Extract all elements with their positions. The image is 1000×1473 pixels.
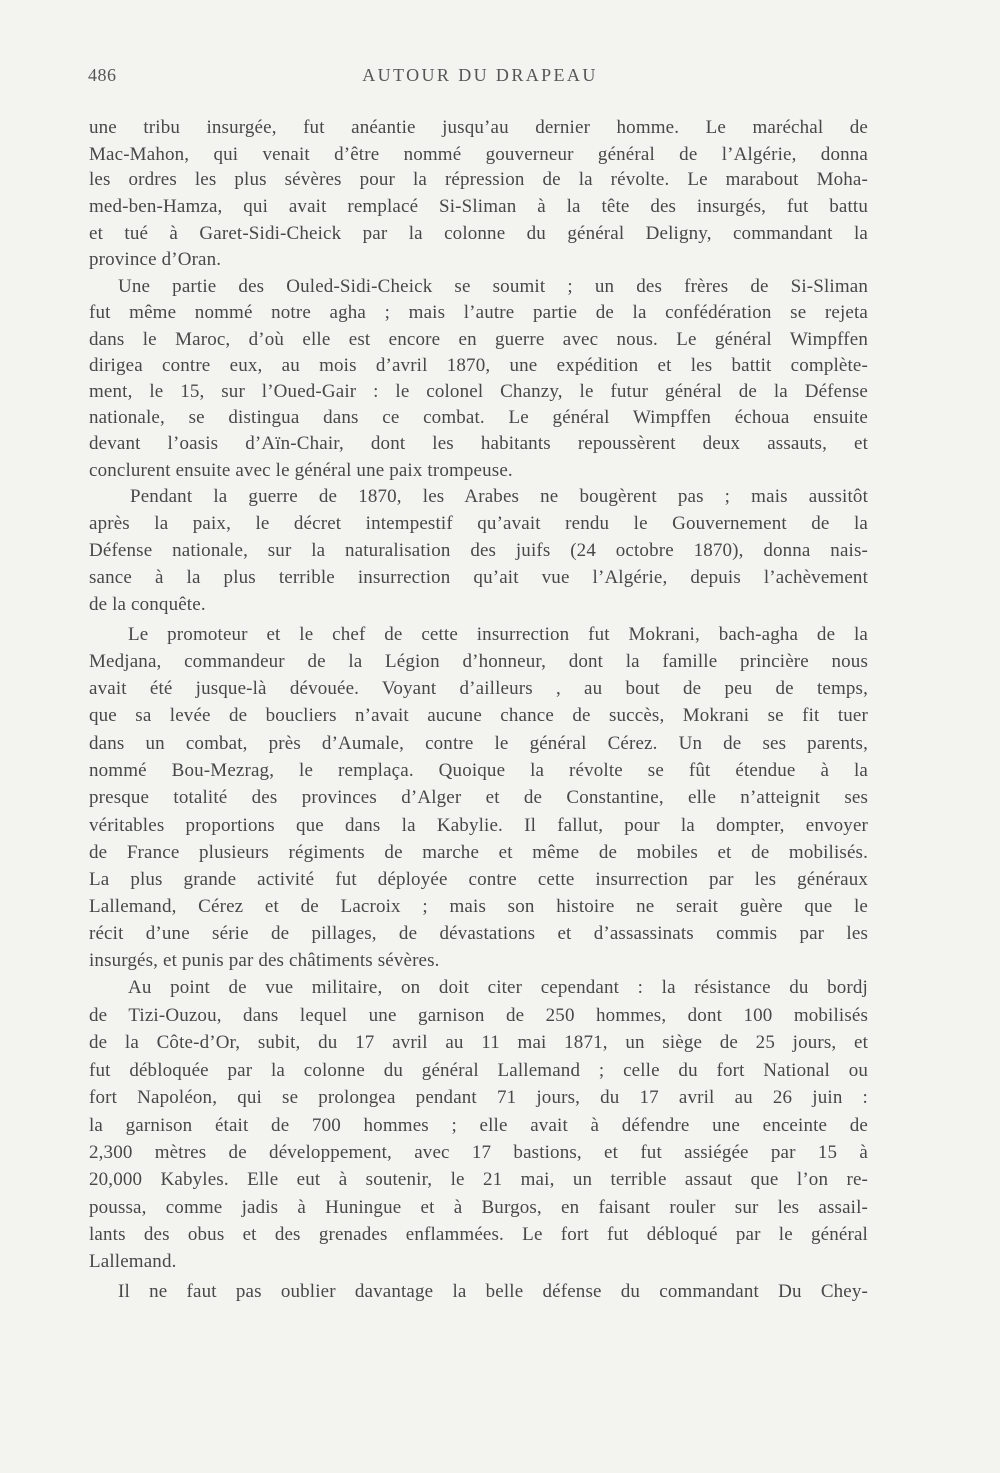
running-title: AUTOUR DU DRAPEAU bbox=[362, 65, 598, 85]
text-line: fort Napoléon, qui se prolongea pendant 71 jours, du 17 avril au 26 juin : bbox=[89, 1087, 868, 1108]
text-line: sance à la plus terrible insurrection qu’ait vue l’Algérie, depuis l’achèvement bbox=[89, 567, 868, 588]
text-line: med-ben-Hamza, qui avait remplacé Si-Sliman à la tête des insurgés, fut battu bbox=[89, 196, 868, 217]
text-line: Au point de vue militaire, on doit citer cependant : la résistance du bordj bbox=[128, 977, 868, 998]
text-line: Medjana, commandeur de la Légion d’honneur, dont la famille princière nous bbox=[89, 651, 868, 672]
text-line: les ordres les plus sévères pour la répression de la révolte. Le marabout Moha- bbox=[89, 169, 868, 190]
text-line: Mac-Mahon, qui venait d’être nommé gouverneur général de l’Algérie, donna bbox=[89, 144, 868, 165]
text-line: la garnison était de 700 hommes ; elle avait à défendre une enceinte de bbox=[89, 1115, 868, 1136]
text-line: Le promoteur et le chef de cette insurrection fut Mokrani, bach-agha de la bbox=[128, 624, 868, 645]
text-line: nommé Bou-Mezrag, le remplaça. Quoique la révolte se fût étendue à la bbox=[89, 760, 868, 781]
text-line: 20,000 Kabyles. Elle eut à soutenir, le 21 mai, un terrible assaut que l’on re- bbox=[89, 1169, 868, 1190]
text-line: après la paix, le décret intempestif qu’avait rendu le Gouvernement de la bbox=[89, 513, 868, 534]
text-line: et tué à Garet-Sidi-Cheick par la colonne du général Deligny, commandant la bbox=[89, 223, 868, 244]
text-line: lants des obus et des grenades enflammées. Le fort fut débloqué par le général bbox=[89, 1224, 868, 1245]
page-number: 486 bbox=[88, 65, 117, 85]
text-line: fut débloquée par la colonne du général Lallemand ; celle du fort National ou bbox=[89, 1060, 868, 1081]
text-line: Pendant la guerre de 1870, les Arabes ne bougèrent pas ; mais aussitôt bbox=[130, 486, 868, 507]
text-line: devant l’oasis d’Aïn-Chair, dont les habitants repoussèrent deux assauts, et bbox=[89, 433, 868, 454]
text-line: presque totalité des provinces d’Alger et de Constantine, elle n’atteignit ses bbox=[89, 787, 868, 808]
text-line: Défense nationale, sur la naturalisation des juifs (24 octobre 1870), donna nais- bbox=[89, 540, 868, 561]
text-line: de la Côte-d’Or, subit, du 17 avril au 11 mai 1871, un siège de 25 jours, et bbox=[89, 1032, 868, 1053]
text-line: véritables proportions que dans la Kabylie. Il fallut, pour la dompter, envoyer bbox=[89, 815, 868, 836]
text-line: Lallemand. bbox=[89, 1251, 177, 1272]
text-line: Lallemand, Cérez et de Lacroix ; mais son histoire ne serait guère que le bbox=[89, 896, 868, 917]
text-line: Il ne faut pas oublier davantage la belle défense du commandant Du Chey- bbox=[118, 1281, 868, 1302]
text-line: Une partie des Ouled-Sidi-Cheick se soumit ; un des frères de Si-Sliman bbox=[118, 276, 868, 297]
text-line: 2,300 mètres de développement, avec 17 bastions, et fut assiégée par 15 à bbox=[89, 1142, 868, 1163]
text-line: dirigea contre eux, au mois d’avril 1870, une expédition et les battit complète- bbox=[89, 355, 868, 376]
text-line: avait été jusque-là dévouée. Voyant d’ailleurs , au bout de peu de temps, bbox=[89, 678, 868, 699]
text-line: de France plusieurs régiments de marche et même de mobiles et de mobilisés. bbox=[89, 842, 868, 863]
text-line: dans le Maroc, d’où elle est encore en guerre avec nous. Le général Wimpffen bbox=[89, 329, 868, 350]
text-line: récit d’une série de pillages, de dévastations et d’assassinats commis par les bbox=[89, 923, 868, 944]
text-line: une tribu insurgée, fut anéantie jusqu’au dernier homme. Le maréchal de bbox=[89, 117, 868, 138]
text-line: de Tizi-Ouzou, dans lequel une garnison de 250 hommes, dont 100 mobilisés bbox=[89, 1005, 868, 1026]
text-line: poussa, comme jadis à Huningue et à Burgos, en faisant rouler sur les assail- bbox=[89, 1197, 868, 1218]
text-line: ment, le 15, sur l’Oued-Gair : le colonel Chanzy, le futur général de la Défense bbox=[89, 381, 868, 402]
text-line: que sa levée de boucliers n’avait aucune chance de succès, Mokrani se fit tuer bbox=[89, 705, 868, 726]
text-line: fut même nommé notre agha ; mais l’autre partie de la confédération se rejeta bbox=[89, 302, 868, 323]
text-line: conclurent ensuite avec le général une paix trompeuse. bbox=[89, 460, 513, 481]
text-line: province d’Oran. bbox=[89, 249, 222, 270]
text-line: nationale, se distingua dans ce combat. Le général Wimpffen échoua ensuite bbox=[89, 407, 868, 428]
text-line: dans un combat, près d’Aumale, contre le général Cérez. Un de ses parents, bbox=[89, 733, 868, 754]
text-line: insurgés, et punis par des châtiments sévères. bbox=[89, 950, 440, 971]
text-line: La plus grande activité fut déployée contre cette insurrection par les généraux bbox=[89, 869, 868, 890]
text-line: de la conquête. bbox=[89, 594, 206, 615]
